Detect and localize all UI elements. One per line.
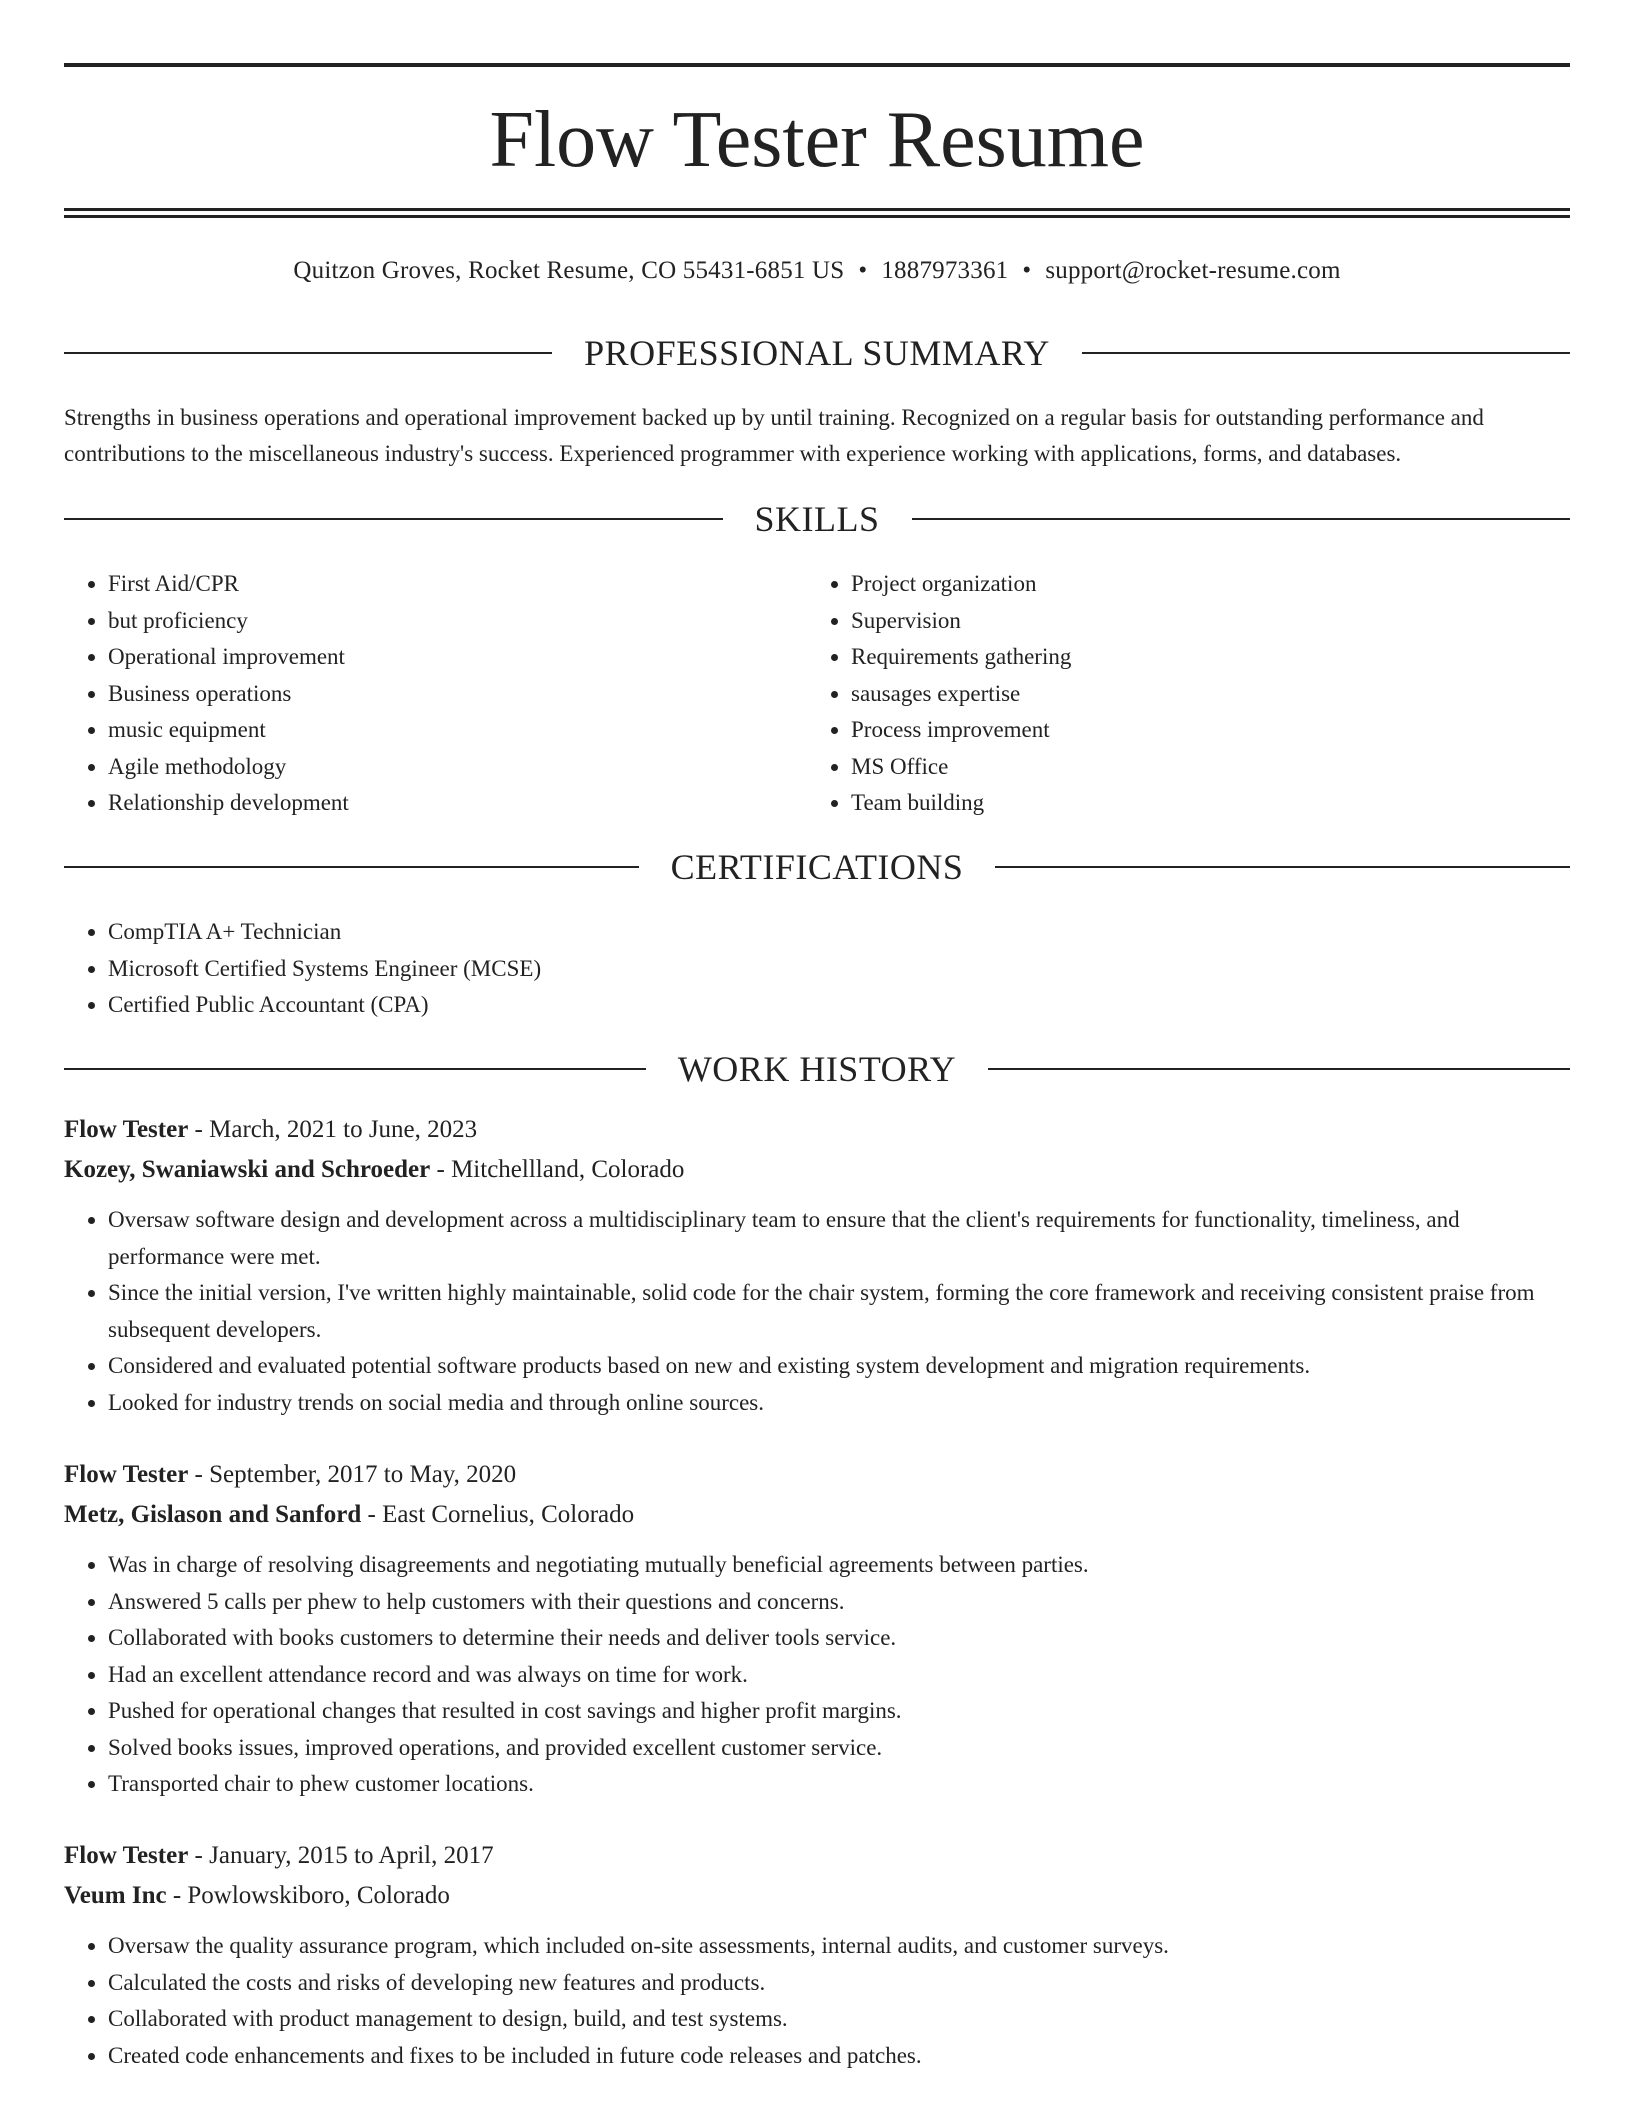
skill-item: • Relationship development [108, 785, 764, 822]
professional-summary-text: Strengths in business operations and operational improvement backed up by until training. Recognized on a regular basis for outstanding performance and contributions to the miscellaneous industry's success. Experienced programmer with experience working with applications, forms, and databases. [64, 405, 1484, 466]
skills-column-right [807, 566, 1507, 822]
job-title-line: Flow Tester - September, 2017 to May, 2020 [64, 1461, 517, 1488]
job-responsibilities [64, 1547, 1570, 1803]
contact-phone: 1887973361 [881, 257, 1009, 284]
job-entry [64, 1110, 1570, 1421]
job-bullet: • Since the initial version, I've written highly maintainable, solid code for the chair system, forming the core framework and receiving consistent praise from subsequent developers. [108, 1275, 1570, 1348]
job-bullet: • Collaborated with product management to design, build, and test systems. [108, 2001, 1570, 2038]
job-location: Mitchellland, Colorado [451, 1156, 685, 1183]
job-bullet: • Considered and evaluated potential software products based on new and existing system development and migration requirements. [108, 1348, 1570, 1385]
job-company: Metz, Gislason and Sanford [64, 1501, 362, 1528]
heading-rule-left [64, 518, 723, 520]
job-bullet: • Answered 5 calls per phew to help customers with their questions and concerns. [108, 1584, 1570, 1621]
job-title: Flow Tester [64, 1116, 189, 1143]
certification-item: • Certified Public Accountant (CPA) [108, 987, 1570, 1024]
job-title-line: Flow Tester - January, 2015 to April, 2017 [64, 1842, 494, 1869]
section-title-work-history: WORK HISTORY [677, 1049, 957, 1089]
skill-item: • Project organization [851, 566, 1507, 603]
top-rule [64, 63, 1570, 67]
contact-separator: • [858, 257, 868, 284]
job-dates: September, 2017 to May, 2020 [209, 1461, 517, 1488]
job-bullet: • Looked for industry trends on social media and through online sources. [108, 1385, 1570, 1422]
section-title-certifications: CERTIFICATIONS [670, 847, 964, 887]
job-bullet: • Created code enhancements and fixes to be included in future code releases and patches. [108, 2038, 1570, 2075]
job-bullet: • Solved books issues, improved operations, and provided excellent customer service. [108, 1730, 1570, 1767]
job-bullet: • Was in charge of resolving disagreements and negotiating mutually beneficial agreements between parties. [108, 1547, 1570, 1584]
job-location: Powlowskiboro, Colorado [187, 1882, 450, 1909]
job-company-line: Kozey, Swaniawski and Schroeder - Mitchellland, Colorado [64, 1156, 685, 1183]
contact-separator: • [1022, 257, 1032, 284]
skill-item: • Business operations [108, 676, 764, 713]
skills-column-left [64, 566, 764, 822]
contact-email: support@rocket-resume.com [1045, 257, 1341, 284]
job-title: Flow Tester [64, 1842, 189, 1869]
section-heading-work-history [64, 1047, 1570, 1091]
certifications-block [64, 914, 1570, 1024]
job-company: Kozey, Swaniawski and Schroeder [64, 1156, 431, 1183]
skill-item: • Team building [851, 785, 1507, 822]
section-heading-certifications [64, 845, 1570, 889]
skill-item: • Process improvement [851, 712, 1507, 749]
job-bullet: • Collaborated with books customers to determine their needs and deliver tools service. [108, 1620, 1570, 1657]
title-double-rule [64, 208, 1570, 218]
contact-line [64, 254, 1570, 288]
section-title-summary: PROFESSIONAL SUMMARY [584, 333, 1050, 373]
skill-item: • Agile methodology [108, 749, 764, 786]
heading-rule-right [995, 866, 1570, 868]
job-bullet: • Oversaw the quality assurance program, which included on-site assessments, internal audits, and customer surveys. [108, 1928, 1570, 1965]
section-title-skills: SKILLS [754, 499, 880, 539]
job-dates: January, 2015 to April, 2017 [209, 1842, 494, 1869]
skill-item: • Requirements gathering [851, 639, 1507, 676]
certifications-list [64, 914, 1570, 1024]
job-bullet: • Transported chair to phew customer locations. [108, 1766, 1570, 1803]
skill-item: • but proficiency [108, 603, 764, 640]
skills-list-right [807, 566, 1507, 822]
heading-rule-right [912, 518, 1571, 520]
job-entry [64, 1455, 1570, 1803]
heading-rule-left [64, 352, 552, 354]
heading-rule-right [988, 1068, 1570, 1070]
job-entry [64, 1836, 1570, 2074]
heading-rule-left [64, 1068, 646, 1070]
skill-item: • Operational improvement [108, 639, 764, 676]
job-company: Veum Inc [64, 1882, 167, 1909]
skills-list-left [64, 566, 764, 822]
job-bullet: • Calculated the costs and risks of developing new features and products. [108, 1965, 1570, 2002]
skill-item: • MS Office [851, 749, 1507, 786]
section-heading-summary [64, 331, 1570, 375]
job-bullet: • Had an excellent attendance record and was always on time for work. [108, 1657, 1570, 1694]
heading-rule-right [1082, 352, 1570, 354]
section-heading-skills [64, 497, 1570, 541]
job-title-line: Flow Tester - March, 2021 to June, 2023 [64, 1116, 478, 1143]
skill-item: • music equipment [108, 712, 764, 749]
job-company-line: Veum Inc - Powlowskiboro, Colorado [64, 1882, 450, 1909]
skill-item: • Supervision [851, 603, 1507, 640]
skill-item: • sausages expertise [851, 676, 1507, 713]
job-dates: March, 2021 to June, 2023 [209, 1116, 478, 1143]
job-responsibilities [64, 1202, 1570, 1421]
certification-item: • Microsoft Certified Systems Engineer (MCSE) [108, 951, 1570, 988]
job-company-line: Metz, Gislason and Sanford - East Cornelius, Colorado [64, 1501, 635, 1528]
page-title: Flow Tester Resume [489, 96, 1145, 184]
job-responsibilities [64, 1928, 1570, 2074]
heading-rule-left [64, 866, 639, 868]
contact-address: Quitzon Groves, Rocket Resume, CO 55431-6851 US [293, 257, 845, 284]
job-bullet: • Pushed for operational changes that resulted in cost savings and higher profit margins. [108, 1693, 1570, 1730]
job-bullet: • Oversaw software design and development across a multidisciplinary team to ensure that the client's requirements for functionality, timeliness, and performance were met. [108, 1202, 1570, 1275]
skill-item: • First Aid/CPR [108, 566, 764, 603]
job-location: East Cornelius, Colorado [382, 1501, 635, 1528]
job-title: Flow Tester [64, 1461, 189, 1488]
certification-item: • CompTIA A+ Technician [108, 914, 1570, 951]
